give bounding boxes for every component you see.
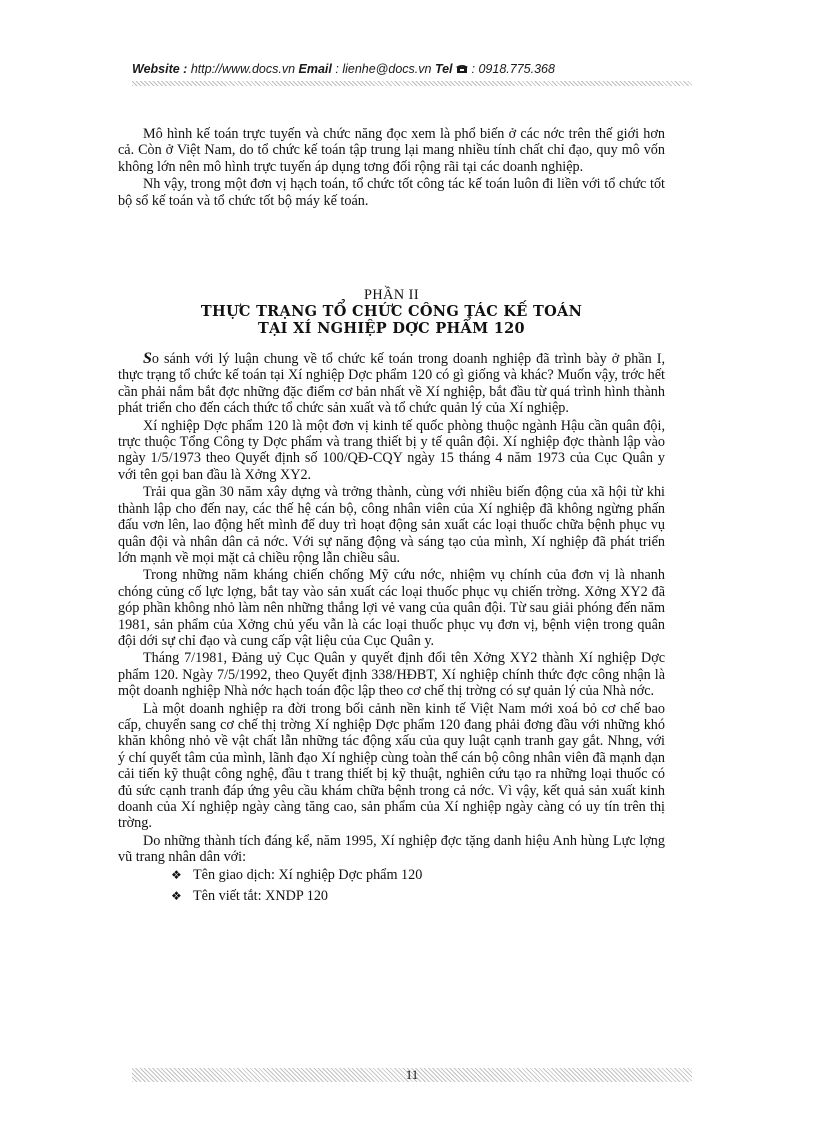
page-number: 11 — [405, 1067, 419, 1082]
website-link[interactable]: http://www.docs.vn — [190, 62, 296, 76]
body-paragraph-6: Là một doanh nghiệp ra đời trong bối cảnh nền kinh tế Việt Nam mới xoá bỏ cơ chế bao cấp, chuyển sang cơ chế thị trờng Xí nghiệp Dợc phẩm 120 đang phải đơng đầu với những khó khăn không nhỏ về vật chất lẫn những tác động xấu của quy luật cạnh tranh gay gắt. Nhng, với ý chí quyết tâm của mình, lãnh đạo Xí nghiệp cùng toàn thể cán bộ công nhân viên đã mạnh dạn cải tiến kỹ thuật công nghệ, đầu t trang thiết bị kỹ thuật, nghiên cứu tạo ra những loại thuốc có đủ sức cạnh tranh đáp ứng yêu cầu khám chữa bệnh trong cả nớc. Vì vậy, kết quả sản xuất kinh doanh của Xí nghiệp ngày càng tăng cao, sản phẩm của Xí nghiệp ngày càng có uy tín trên thị trờng. — [118, 700, 665, 832]
page-header — [132, 62, 692, 78]
tel-label: Tel — [434, 62, 453, 76]
four-diamond-bullet-icon: ❖ — [171, 888, 182, 903]
body-paragraph-3: Trải qua gần 30 năm xây dựng và trởng thành, cùng với nhiều biến động của xã hội từ khi thành lập cho đến nay, các thế hệ cán bộ, công nhân viên của Xí nghiệp đã không ngừng phấn đấu vơn lên, lao động hết mình để duy trì hoạt động sản xuất các loại thuốc chữa bệnh phục vụ quân đội và nhân dân cả nớc. Với sự năng động và sáng tạo của mình, Xí nghiệp đã phát triển lớn mạnh về mọi mặt cả chiều rộng lẫn chiều sâu. — [118, 484, 665, 566]
four-diamond-bullet-icon: ❖ — [171, 867, 182, 882]
body-paragraph-2: Xí nghiệp Dợc phẩm 120 là một đơn vị kinh tế quốc phòng thuộc ngành Hậu cần quân đội, trực thuộc Tổng Công ty Dợc phẩm và trang thiết bị y tế quân đội. Xí nghiệp đợc thành lập vào ngày 1/5/1973 theo Quyết định số 100/QĐ-CQY ngày 15 tháng 4 năm 1973 của Cục Quân y với tên gọi ban đầu là Xởng XY2. — [118, 417, 665, 483]
intro-paragraph-2: Nh vậy, trong một đơn vị hạch toán, tổ chức tốt công tác kế toán luôn đi liền với tổ chức tốt bộ sổ kế toán và tổ chức tốt bộ máy kế toán. — [118, 176, 665, 209]
document-body — [118, 126, 665, 909]
intro-paragraph-1: Mô hình kế toán trực tuyến và chức năng đọc xem là phổ biến ở các nớc trên thế giới hơn cả. Còn ở Việt Nam, do tổ chức kế toán tập trung lại mang nhiều tính chất chỉ đạo, quy mô vốn không lớn nên mô hình trực tuyến áp dụng tơng đối rộng rãi tại các doanh nghiệp. — [118, 126, 665, 175]
section-title-line-1: THỰC TRẠNG TỔ CHỨC CÔNG TÁC KẾ TOÁN — [200, 303, 583, 321]
bullet-text-1: Tên giao dịch: Xí nghiệp Dợc phẩm 120 — [193, 866, 423, 883]
email-label: Email — [298, 62, 332, 76]
section-title-line-2: TẠI XÍ NGHIỆP DỢC PHẨM 120 — [258, 320, 525, 338]
header-divider — [132, 81, 692, 86]
website-label: Website : — [132, 62, 188, 76]
email-link[interactable]: : lienhe@docs.vn — [335, 62, 432, 76]
list-item — [171, 888, 665, 905]
tel-number: : 0918.775.368 — [471, 62, 555, 76]
section-heading — [118, 287, 665, 337]
phone-icon — [456, 63, 468, 73]
section-part-label: PHẦN II — [363, 287, 420, 304]
body-paragraph-1 — [118, 351, 665, 417]
body-paragraph-5: Tháng 7/1981, Đảng uỷ Cục Quân y quyết định đổi tên Xởng XY2 thành Xí nghiệp Dợc phẩm 120. Ngày 7/5/1992, theo Quyết định 338/HĐBT, Xí nghiệp chính thức đợc công nhận là một doanh nghiệp Nhà nớc hạch toán độc lập theo cơ chế thị trờng có sự quản lý của Nhà nớc. — [118, 650, 665, 700]
bullet-list — [118, 867, 665, 905]
list-item — [171, 867, 665, 884]
body-paragraph-7: Do những thành tích đáng kể, năm 1995, Xí nghiệp đợc tặng danh hiệu Anh hùng Lực lợng vũ trang nhân dân với: — [118, 832, 665, 866]
body-paragraph-1-text: o sánh với lý luận chung về tổ chức kế toán trong doanh nghiệp đã trình bày ở phần I, thực trạng tổ chức kế toán tại Xí nghiệp Dợc phẩm 120 có gì giống và khác? Muốn vậy, trớc hết cần phải nắm bắt đợc những đặc điểm cơ bản nhất về Xí nghiệp, bắt đầu từ quá trình hình thành phát triển cho đến cách thức tổ chức sản xuất và tổ chức quản lý của Xí nghiệp. — [118, 351, 665, 417]
drop-cap: S — [143, 350, 152, 368]
body-paragraph-4: Trong những năm kháng chiến chống Mỹ cứu nớc, nhiệm vụ chính của đơn vị là nhanh chóng củng cố lực lợng, bắt tay vào sản xuất các loại thuốc phục vụ chiến trờng. Xởng XY2 đã góp phần không nhỏ làm nên những thắng lợi vẻ vang của quân đội. Từ sau giải phóng đến năm 1981, sản phẩm của Xởng chủ yếu vẫn là các loại thuốc phục vụ đơn vị, bệnh viện trong quân đội dới sự chỉ đạo và cung cấp vật liệu của Cục Quân y. — [118, 567, 665, 649]
bullet-text-2: Tên viết tắt: XNDP 120 — [193, 887, 329, 904]
